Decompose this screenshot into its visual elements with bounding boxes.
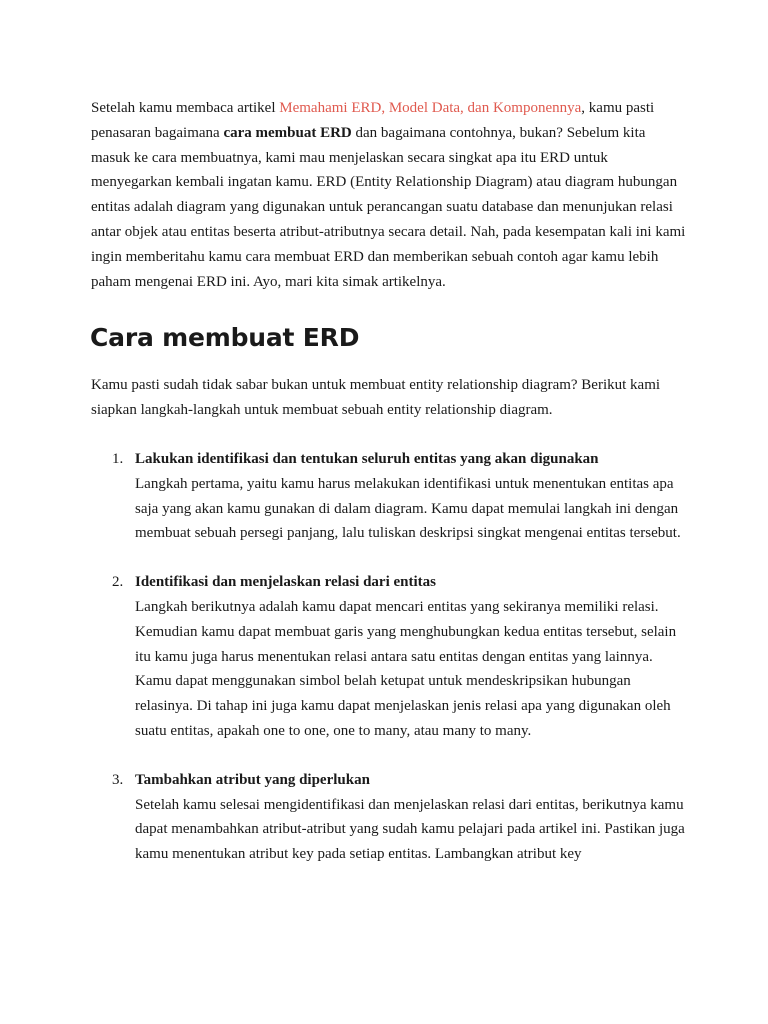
document-page xyxy=(91,96,687,891)
step-number: 1. xyxy=(112,450,124,467)
list-item xyxy=(91,447,687,546)
intro-bold-phrase: cara membuat ERD xyxy=(223,124,352,141)
section-lead-paragraph: Kamu pasti sudah tidak sabar bukan untuk membuat entity relationship diagram? Berikut kami siapkan langkah-langkah untuk membuat sebuah entity relationship diagram. xyxy=(91,377,661,419)
intro-paragraph xyxy=(91,96,687,294)
step-body: Langkah pertama, yaitu kamu harus melakukan identifikasi untuk menentukan entitas apa saja yang akan kamu gunakan di dalam diagram. Kamu dapat memulai langkah ini dengan membuat sebuah persegi panjang, lalu tuliskan deskripsi singkat mengenai entitas tersebut. xyxy=(135,475,681,542)
step-body: Langkah berikutnya adalah kamu dapat mencari entitas yang sekiranya memiliki relasi. Kemudian kamu dapat membuat garis yang menghubungkan kedua entitas tersebut, selain itu kamu juga harus menentukan relasi antara satu entitas dengan entitas yang lainnya. Kamu dapat menggunakan simbol belah ketupat untuk mendeskripsikan hubungan relasinya. Di tahap ini juga kamu dapat menjelaskan jenis relasi apa yang digunakan oleh suatu entitas, apakah one to one, one to many, atau many to many. xyxy=(135,598,677,739)
step-body: Setelah kamu selesai mengidentifikasi dan menjelaskan relasi dari entitas, berikutnya kamu dapat menambahkan atribut-atribut yang sudah kamu pelajari pada artikel ini. Pastikan juga kamu menentukan atribut key pada setiap entitas. Lambangkan atribut key xyxy=(135,796,685,863)
steps-list xyxy=(91,447,687,867)
section-heading: Cara membuat ERD xyxy=(90,323,360,353)
step-number: 2. xyxy=(112,574,124,591)
intro-text-rest: dan bagaimana contohnya, bukan? Sebelum kita masuk ke cara membuatnya, kami mau menjelaskan secara singkat apa itu ERD untuk menyegarkan kembali ingatan kamu. ERD (Entity Relationship Diagram) atau diagram hubungan entitas adalah diagram yang digunakan untuk perancangan suatu database dan menunjukan relasi antar objek atau entitas beserta atribut-atributnya secara detail. Nah, pada kesempatan kali ini kami ingin memberitahu kamu cara membuat ERD dan memberikan sebuah contoh agar kamu lebih paham mengenai ERD ini. Ayo, mari kita simak artikelnya. xyxy=(91,124,686,290)
step-title: Lakukan identifikasi dan tentukan seluruh entitas yang akan digunakan xyxy=(135,450,599,467)
step-title: Identifikasi dan menjelaskan relasi dari entitas xyxy=(135,574,437,591)
article-link[interactable]: Memahami ERD, Model Data, dan Komponennya xyxy=(279,100,582,116)
intro-text-before-link: Setelah kamu membaca artikel xyxy=(91,100,280,116)
list-item xyxy=(91,768,687,867)
intro-text-after-link: , kamu pasti penasaran bagaimana xyxy=(91,100,655,141)
step-number: 3. xyxy=(112,771,124,788)
step-title: Tambahkan atribut yang diperlukan xyxy=(135,771,370,788)
list-item xyxy=(91,570,687,744)
